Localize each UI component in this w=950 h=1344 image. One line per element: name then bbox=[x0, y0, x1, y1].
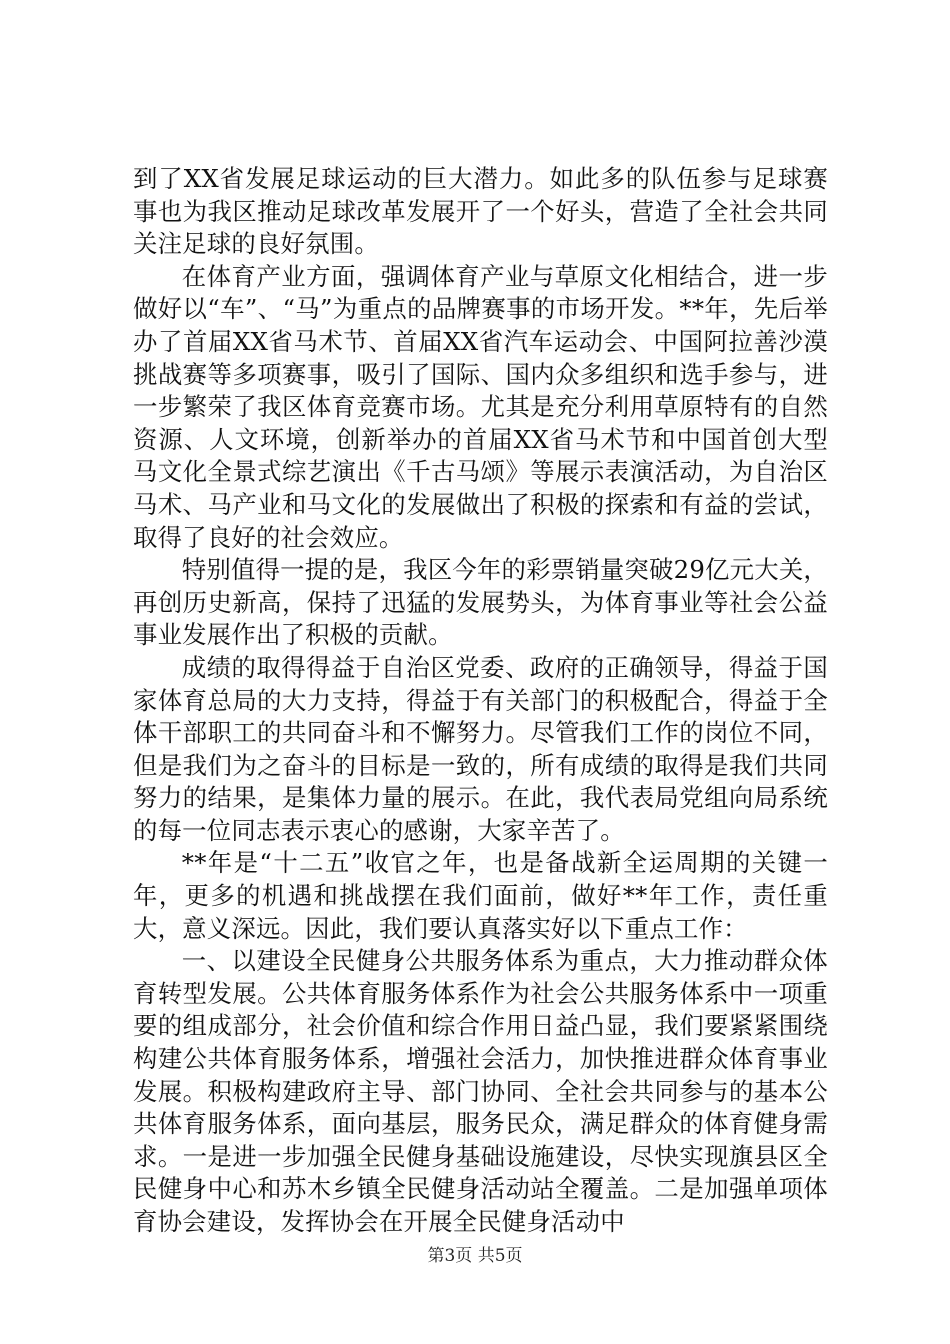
paragraph-sports-industry: 在体育产业方面，强调体育产业与草原文化相结合，进一步做好以“车”、“马”为重点的品牌赛事的市场开发。**年，先后举办了首届XX省马术节、首届XX省汽车运动会、中国阿拉善沙漠挑战赛等多项赛事，吸引了国际、国内众多组织和选手参与，进一步繁荣了我区体育竞赛市场。尤其是充分利用草原特有的自然资源、人文环境，创新举办的首届XX省马术节和中国首创大型马文化全景式综艺演出《千古马颂》等展示表演活动，为自治区马术、马产业和马文化的发展做出了积极的探索和有益的尝试，取得了良好的社会效应。 bbox=[133, 261, 828, 552]
paragraph-lottery-sales: 特别值得一提的是，我区今年的彩票销量突破29亿元大关，再创历史新高，保持了迅猛的发展势头，为体育事业等社会公益事业发展作出了积极的贡献。 bbox=[133, 555, 829, 650]
paragraph-key-year: **年是“十二五”收官之年，也是备战新全运周期的关键一年，更多的机遇和挑战摆在我们面前，做好**年工作，责任重大，意义深远。因此，我们要认真落实好以下重点工作： bbox=[133, 848, 828, 943]
paragraph-acknowledgement: 成绩的取得得益于自治区党委、政府的正确领导，得益于国家体育总局的大力支持，得益于有关部门的积极配合，得益于全体干部职工的共同奋斗和不懈努力。尽管我们工作的岗位不同，但是我们为之奋斗的目标是一致的，所有成绩的取得是我们共同努力的结果，是集体力量的展示。在此，我代表局党组向局系统的每一位同志表示衷心的感谢，大家辛苦了。 bbox=[133, 652, 828, 845]
page-number-footer: 第3页 共5页 bbox=[427, 1246, 523, 1266]
document-body bbox=[133, 163, 828, 1239]
paragraph-priority-one: 一、以建设全民健身公共服务体系为重点，大力推动群众体育转型发展。公共体育服务体系作为社会公共服务体系中一项重要的组成部分，社会价值和综合作用日益凸显，我们要紧紧围绕构建公共体育服务体系，增强社会活力，加快推进群众体育事业发展。积极构建政府主导、部门协同、全社会共同参与的基本公共体育服务体系，面向基层，服务民众，满足群众的体育健身需求。一是进一步加强全民健身基础设施建设，尽快实现旗县区全民健身中心和苏木乡镇全民健身活动站全覆盖。二是加强单项体育协会建设，发挥协会在开展全民健身活动中 bbox=[133, 946, 828, 1236]
paragraph-continuation: 到了XX省发展足球运动的巨大潜力。如此多的队伍参与足球赛事也为我区推动足球改革发展开了一个好头，营造了全社会共同关注足球的良好氛围。 bbox=[133, 164, 828, 259]
